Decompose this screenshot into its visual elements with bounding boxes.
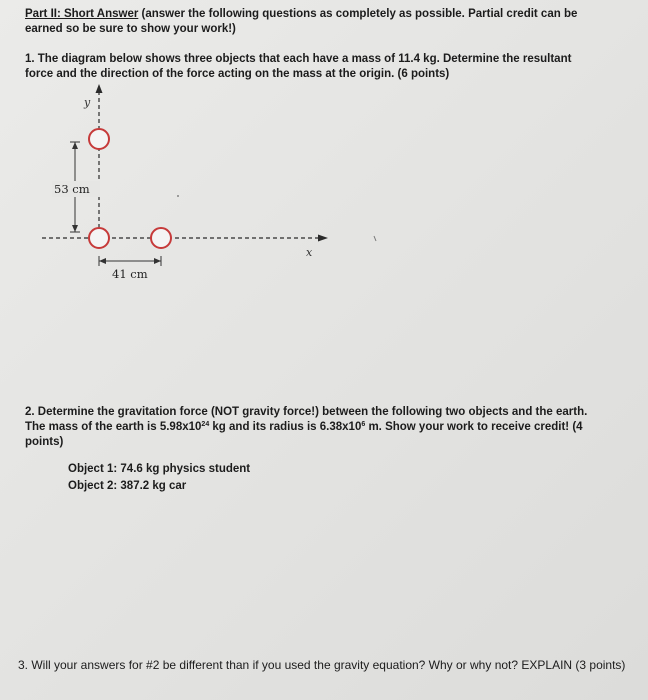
mass-origin (89, 228, 109, 248)
section-instructions: (answer the following questions as completely as possible. Partial credit can be earned so be sure to show your work!) (25, 8, 578, 35)
horizontal-distance-label: 41 cm (112, 267, 148, 281)
object-1-text: Object 1: 74.6 kg physics student (68, 463, 251, 475)
question-2-text (25, 405, 615, 450)
mass-right (151, 228, 171, 248)
y-axis-label: y (84, 96, 91, 109)
mass-top (89, 129, 109, 149)
question-2-line-2: The mass of the earth is $5.98x10^{24}$ kg and its radius is $6.38x10^6$ m. Show your work to receive credit! (4 (25, 421, 583, 433)
x-axis-arrowhead (318, 235, 328, 242)
y-axis-arrowhead (96, 84, 103, 93)
question-2-line-1: 2. Determine the gravitation force (NOT gravity force!) between the following two objects and the earth. (25, 406, 588, 418)
question-3-text: 3. Will your answers for #2 be different than if you used the gravity equation? Why or why not? EXPLAIN (3 points) (18, 658, 626, 672)
question-1-text: 1. The diagram below shows three objects that each have a mass of 11.4 kg. Determine the resultant force and the direction of the force acting on the mass at the origin. (6 points) (25, 53, 572, 80)
object-2-text: Object 2: 387.2 kg car (68, 480, 187, 492)
x-axis-label: x (306, 246, 313, 259)
vertical-distance-label: 53 cm (54, 182, 90, 196)
section-title: Part II: Short Answer (25, 8, 139, 20)
question-2-line-3: points) (25, 436, 64, 448)
